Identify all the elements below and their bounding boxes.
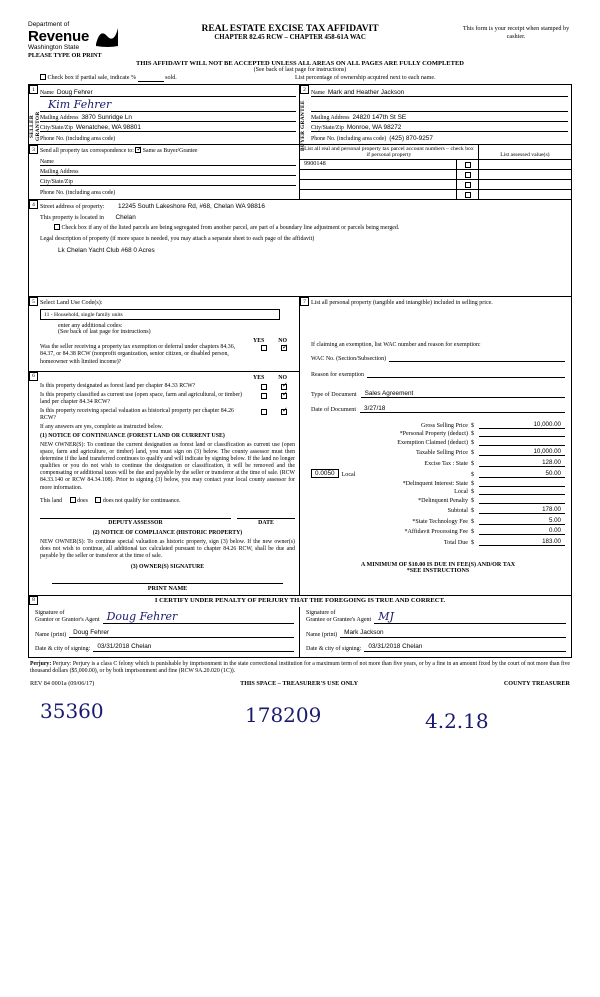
dollar-sign-1: $	[471, 431, 475, 438]
section6-question-2	[40, 392, 295, 406]
corr-name-line	[40, 156, 296, 166]
property-row	[29, 199, 571, 296]
dollar-sign-10: $	[471, 518, 475, 525]
stamp-receipt-number: 35360	[40, 699, 104, 724]
street-address-value[interactable]: 12245 South Lakeshore Rd, #68, Chelan WA 98816	[118, 203, 265, 211]
delinquent-penalty-row	[311, 498, 565, 504]
grantee-signature-line	[306, 610, 566, 624]
wac-line	[311, 354, 565, 362]
section6-no-label: NO	[278, 374, 287, 381]
buyer-name-label: Name	[311, 89, 325, 96]
parcel-number-0[interactable]: 9900148	[300, 159, 457, 169]
grantee-signature-label: Signature of Grantee or Grantee's Agent	[306, 610, 372, 623]
right-column	[300, 297, 571, 595]
seller-name-label: Name	[40, 89, 54, 96]
seller-phone-label: Phone No. (including area code)	[40, 135, 116, 142]
grantee-date-line	[306, 643, 566, 652]
dollar-sign-7: $	[471, 489, 475, 496]
delinquent-penalty-label: *Delinquent Penalty	[418, 497, 468, 504]
total-due-row	[311, 538, 565, 546]
property-block	[29, 200, 571, 296]
gross-selling-price-label: Gross Selling Price	[420, 422, 468, 429]
partial-sale-row	[0, 73, 600, 84]
section-6-number: 6	[29, 372, 38, 381]
landuse-q1-no-checkbox[interactable]	[281, 345, 287, 351]
assessor-labels	[40, 520, 295, 526]
excise-tax-state-value[interactable]: 128.00	[479, 459, 565, 467]
assessed-value-3[interactable]	[479, 189, 571, 199]
grantor-signature-label: Signature of Grantor or Grantor's Agent	[35, 610, 100, 623]
corr-mailing-line	[40, 166, 296, 176]
qualify-label: qualify for continuance.	[124, 497, 181, 504]
section6-q1-yes-checkbox[interactable]	[261, 384, 267, 390]
landuse-title: Select Land Use Code(s):	[40, 300, 103, 307]
grantee-signature-value[interactable]: MJ	[374, 610, 566, 624]
state-technology-fee-value[interactable]: 5.00	[479, 517, 565, 525]
local-rate-value[interactable]: 0.0050	[311, 469, 339, 478]
form-body	[28, 84, 572, 658]
reason-line	[311, 370, 565, 378]
parcel-head-label: List all real and personal property tax parcel account numbers – check box if personal property	[304, 146, 474, 159]
parcel-personal-checkbox-2[interactable]	[457, 179, 479, 189]
corr-mailing-label: Mailing Address	[40, 168, 79, 175]
section-8-number: 8	[29, 596, 38, 605]
total-due-label: Total Due	[443, 539, 468, 546]
perjury-note	[0, 658, 600, 678]
type-print-label: PLEASE TYPE OR PRINT	[28, 52, 102, 60]
personal-property-deduct-label: *Personal Property (deduct)	[399, 431, 468, 438]
seller-handwritten-name: Kim Fehrer	[48, 97, 112, 111]
minimum-due-note: A MINIMUM OF $10.00 IS DUE IN FEE(S) AND/OR TAX	[360, 561, 516, 568]
county-treasurer-label: COUNTY TREASURER	[503, 680, 570, 688]
doc-type-label: Type of Document	[311, 391, 357, 398]
landuse-question-1	[40, 344, 295, 365]
buyer-name-line	[311, 87, 568, 97]
state-label: Washington State	[28, 43, 80, 51]
partial-sale-label: Check box if partial sale, indicate %	[47, 75, 137, 82]
owner-signature-heading: (3) OWNER(S) SIGNATURE	[130, 563, 205, 570]
state-technology-fee-label: *State Technology Fee	[412, 518, 468, 525]
grantor-name-label: Name (print)	[35, 631, 67, 638]
grantee-name-value[interactable]: Mark Jackson	[340, 629, 566, 638]
same-as-buyer-label: Same as Buyer/Grantee	[142, 148, 198, 155]
buyer-city-value[interactable]: Monroe, WA 98272	[346, 123, 402, 131]
parcel-row-1	[300, 169, 571, 179]
section6-question-3	[40, 408, 295, 422]
does-label: does	[77, 497, 88, 504]
deputy-assessor-line[interactable]	[40, 510, 231, 519]
grantor-signature-value[interactable]: Doug Fehrer	[103, 610, 294, 624]
seller-mailing-label: Mailing Address	[40, 114, 79, 121]
receipt-note: This form is your receipt when stamped by cashier.	[462, 25, 570, 40]
dollar-sign-9: $	[471, 508, 475, 515]
grantor-date-label: Date & city of signing:	[35, 645, 91, 652]
perjury-label: Perjury:	[30, 660, 52, 667]
section6-q1-no-checkbox[interactable]	[281, 384, 287, 390]
affidavit-processing-fee-value[interactable]: 0.00	[479, 527, 565, 535]
print-name-label: PRINT NAME	[147, 584, 188, 592]
grantee-name-label: Name (print)	[306, 631, 338, 638]
dollar-sign-12: $	[471, 539, 475, 546]
this-land-label: This land	[40, 497, 63, 504]
located-in-value[interactable]: Chelan	[115, 214, 136, 222]
delinquent-interest-state-value[interactable]	[479, 486, 565, 487]
section6-yn-head	[40, 375, 295, 381]
certify-block	[29, 596, 571, 657]
section-2-number: 2	[300, 85, 309, 94]
parcel-number-1[interactable]	[300, 169, 457, 179]
delinquent-interest-state-label: *Delinquent Interest: State	[402, 480, 468, 487]
seller-name-line	[40, 87, 296, 97]
dollar-sign-2: $	[471, 439, 475, 446]
parcel-number-2[interactable]	[300, 179, 457, 189]
form-revision: REV 84 0001a (09/06/17)	[30, 680, 95, 688]
footer-row	[0, 678, 600, 687]
deputy-assessor-label: DEPUTY ASSESSOR	[108, 519, 163, 526]
assessed-value-0[interactable]	[479, 159, 571, 169]
certify-title: I CERTIFY UNDER PENALTY OF PERJURY THAT THE FOREGOING IS TRUE AND CORRECT.	[154, 596, 446, 604]
delinquent-interest-local-value[interactable]	[479, 494, 565, 495]
continuance-heading: (1) NOTICE OF CONTINUANCE (FOREST LAND OR CURRENT USE)	[40, 433, 225, 440]
buyer-phone-label: Phone No. (including area code)	[311, 135, 387, 142]
continuance-qualify-row	[40, 497, 295, 504]
exemption-claimed-row	[311, 440, 565, 446]
compliance-paragraph: NEW OWNER(S): To continue special valuation as historic property, sign (3) below. If the new owner(s) does not wish to continue, all additional tax calculated pursuant to chapter 84.26 RCW, shall be due and payable by the seller or transferor at the time of sale.	[40, 538, 295, 559]
assessed-head-label: List assessed value(s)	[500, 152, 550, 159]
legal-description-value[interactable]: Lk Chelan Yacht Club #68 0 Acres	[58, 247, 155, 255]
main-lower-row	[29, 296, 571, 595]
located-in-label: This property is located in	[40, 215, 104, 222]
section6-q2-no-checkbox[interactable]	[281, 393, 287, 399]
treasurer-stamps	[0, 687, 600, 747]
seller-signature-line	[40, 97, 296, 112]
assessor-date-label: DATE	[258, 519, 274, 526]
section-5-number: 5	[29, 297, 38, 306]
dollar-sign-6: $	[471, 480, 475, 487]
send-correspondence-label: Send all property tax correspondence to:	[40, 148, 134, 155]
parcel-personal-checkbox-1[interactable]	[457, 169, 479, 179]
assessor-signature-lines	[40, 510, 295, 519]
section6-q3-no-checkbox[interactable]	[281, 409, 287, 415]
see-instructions-note: *SEE INSTRUCTIONS	[406, 567, 470, 574]
does-not-qualify-checkbox[interactable]	[95, 497, 101, 503]
grantee-date-label: Date & city of signing:	[306, 645, 362, 652]
total-due-value[interactable]: 183.00	[479, 538, 565, 546]
doc-type-line	[311, 390, 565, 398]
exemption-claimed-label: Exemption Claimed (deduct)	[397, 439, 468, 446]
form-title-block	[120, 24, 460, 41]
agency-logo	[28, 22, 120, 51]
doc-date-value[interactable]: 3/27/18	[360, 405, 565, 413]
dollar-sign-8: $	[471, 497, 475, 504]
seller-name-value[interactable]: Doug Fehrer	[56, 88, 93, 96]
assessed-value-2[interactable]	[479, 179, 571, 189]
corr-name-label: Name	[40, 158, 54, 165]
buyer-name-value[interactable]: Mark and Heather Jackson	[327, 88, 405, 96]
partial-sale-checkbox[interactable]	[40, 74, 46, 80]
section6-ifyes-note: If any answers are yes, complete as instructed below.	[40, 424, 163, 430]
personal-property-label: List all personal property (tangible and intangible) included in selling price.	[311, 300, 493, 307]
buyer-blank-line	[311, 97, 568, 112]
landuse-q1-text: Was the seller receiving a property tax exemption or deferral under chapters 84.36, 84.37, or 84.38 RCW (nonprofit organization, senior citizen, or disabled person, homeowner with limited income)?	[40, 344, 236, 365]
affidavit-warning: THIS AFFIDAVIT WILL NOT BE ACCEPTED UNLESS ALL AREAS ON ALL PAGES ARE FULLY COMPLETED	[136, 60, 464, 68]
dollar-sign-0: $	[471, 422, 475, 429]
buyer-mailing-label: Mailing Address	[311, 114, 350, 121]
exemption-claimed-value[interactable]	[479, 445, 565, 446]
corr-phone-line	[40, 186, 296, 196]
excise-tax-state-row	[311, 459, 565, 467]
buyer-vertical-label: BUYER GRANTEE	[300, 100, 306, 152]
seller-vertical-label: SELLER GRANTOR	[29, 111, 41, 142]
buyer-mailing-value[interactable]: 24820 147th St SE	[352, 113, 407, 121]
parcel-row-3	[300, 189, 571, 199]
parcel-block	[300, 145, 571, 199]
state-technology-fee-row	[311, 517, 565, 525]
corr-city-label: City/State/Zip	[40, 178, 73, 185]
stamp-affidavit-number: 178209	[245, 703, 322, 728]
buyer-city-line	[311, 122, 568, 132]
grantor-date-line	[35, 643, 294, 652]
left-column	[29, 297, 300, 595]
grantor-signature-line	[35, 610, 294, 624]
grantor-date-value[interactable]: 03/31/2018 Chelan	[93, 643, 294, 652]
segregation-checkbox[interactable]	[54, 224, 60, 230]
certify-row	[29, 595, 571, 657]
perjury-text: Perjury: Perjury is a class C felony which is punishable by imprisonment in the state correctional institution for a maximum term of not more than five years, or by a fine in an amount fixed by the court of not more than five thousand dollars ($5,000.00), or by both imprisonment and fine (RCW 9A.20.020 (1C)).	[30, 660, 570, 675]
continuance-paragraph: NEW OWNER(S): To continue the current designation as forest land or classification as current use (open space, farm and agriculture, or timber) land, you must sign on (3) below. The county assessor must then determine if the land transferred continues to qualify and will indicate by signing below. If the land no longer qualifies or you do not wish to continue the designation or classification, it will be removed and the compensating or additional taxes will be due and payable by the seller or transferor at the time of sale. (RCW 84.33.140 or RCW 84.34.108). Prior to signing (3) below, you may contact your local county assessor for more information.	[40, 442, 295, 491]
personal-property-deduct-row	[311, 431, 565, 437]
buyer-phone-value[interactable]: (425) 870-9257	[389, 134, 433, 142]
landuse-instructions: (See back of last page for instructions)	[58, 329, 151, 336]
delinquent-interest-state-row	[311, 481, 565, 487]
subtotal-label: Subtotal	[447, 508, 468, 515]
owner-signature-line[interactable]	[52, 573, 283, 584]
gross-selling-price-row	[311, 421, 565, 429]
landuse-no-label: NO	[278, 338, 287, 345]
legal-description-label: Legal description of property (if more space is needed, you may attach a separate sheet to each page of the affidavit)	[40, 236, 315, 243]
grantee-date-value[interactable]: 03/31/2018 Chelan	[364, 643, 566, 652]
wac-value[interactable]	[389, 354, 565, 362]
does-not-label: does not	[102, 497, 123, 504]
department-label: Department of	[28, 21, 70, 28]
form-subtitle: CHAPTER 82.45 RCW – CHAPTER 458-61A WAC	[214, 34, 366, 41]
section6-q2-yes-checkbox[interactable]	[261, 393, 267, 399]
section-7-number: 7	[300, 297, 309, 306]
local-label: Local	[341, 472, 356, 479]
doc-type-value[interactable]: Sales Agreement	[361, 390, 565, 398]
partial-sold-label: sold.	[165, 75, 177, 82]
buyer-block	[300, 85, 571, 152]
section-5-block	[29, 297, 299, 371]
affidavit-processing-fee-row	[311, 527, 565, 535]
section6-question-1	[40, 383, 295, 390]
corr-phone-label: Phone No. (including area code)	[40, 189, 116, 196]
buyer-mailing-line	[311, 112, 568, 122]
doc-date-label: Date of Document	[311, 406, 357, 413]
section-7-block	[300, 297, 571, 577]
stamp-date: 4.2.18	[425, 709, 489, 734]
partial-sale-left	[40, 74, 295, 82]
page-header	[0, 0, 600, 51]
section-1-number: 1	[29, 85, 38, 94]
ownership-note: List percentage of ownership acquired next to each name.	[295, 75, 436, 82]
parcel-row-0	[300, 159, 571, 169]
section6-q3-yes-checkbox[interactable]	[261, 409, 267, 415]
grantee-name-line	[306, 629, 566, 638]
state-seal-icon	[94, 24, 120, 50]
landuse-code-select[interactable]: 11 - Household, single family units	[40, 309, 280, 320]
revenue-label: Revenue	[28, 27, 90, 45]
seller-phone-line	[40, 132, 296, 142]
certify-columns	[29, 607, 571, 657]
seller-city-line	[40, 122, 296, 132]
delinquent-interest-local-label: Local	[454, 489, 468, 496]
section-6-block	[29, 372, 299, 595]
parcel-personal-checkbox-3[interactable]	[457, 189, 479, 199]
seller-block	[29, 85, 300, 144]
does-qualify-checkbox[interactable]	[70, 497, 76, 503]
section6-yes-label: YES	[253, 374, 265, 381]
section-3-number: 3	[29, 145, 38, 154]
seller-city-value[interactable]: Wenatchee, WA 98801	[75, 123, 141, 131]
section6-q1-text: Is this property designated as forest land per chapter 84.33 RCW?	[40, 382, 196, 389]
buyer-city-label: City/State/Zip	[311, 124, 344, 131]
street-address-label: Street address of property:	[40, 204, 105, 211]
section6-q2-text: Is this property classified as current use (open space, farm and agricultural, or timber) land per chapter 84.34 RCW?	[40, 391, 243, 405]
exemption-label: If claiming an exemption, list WAC number and reason for exemption:	[311, 341, 481, 348]
section-4-number: 4	[29, 200, 38, 209]
segregation-note: Check box if any of the listed parcels are being segregated from another parcel, are part of a boundary line adjustment or parcels being merged.	[61, 225, 400, 232]
doc-date-line	[311, 405, 565, 413]
treasurer-space-label: THIS SPACE – TREASURER'S USE ONLY	[240, 680, 359, 688]
see-back-note: (See back of last page for instructions)	[253, 67, 347, 74]
grantor-name-value[interactable]: Doug Fehrer	[69, 629, 294, 638]
grantor-name-line	[35, 629, 294, 638]
affidavit-processing-fee-label: *Affidavit Processing Fee	[404, 529, 468, 536]
taxable-selling-price-label: Taxable Selling Price	[415, 450, 468, 457]
seller-mailing-line	[40, 112, 296, 122]
buyer-phone-line	[311, 132, 568, 142]
form-title: REAL ESTATE EXCISE TAX AFFIDAVIT	[201, 24, 379, 34]
subtotal-value[interactable]: 178.00	[479, 506, 565, 514]
landuse-q1-yes-checkbox[interactable]	[261, 345, 267, 351]
parcel-numbers-col	[300, 145, 479, 159]
wac-label: WAC No. (Section/Subsection)	[311, 355, 387, 362]
excise-tax-state-label: Excise Tax : State	[424, 460, 468, 467]
grantor-sign-col	[29, 607, 300, 657]
landuse-yes-label: YES	[253, 338, 265, 345]
assessed-col	[479, 145, 571, 159]
reason-label: Reason for exemption	[311, 371, 364, 378]
dollar-sign-3: $	[471, 450, 475, 457]
delinquent-penalty-value[interactable]	[479, 503, 565, 504]
parcel-row-2	[300, 179, 571, 189]
local-rate-row	[311, 469, 565, 478]
grantee-sign-col	[300, 607, 571, 657]
additional-codes-label: enter any additional codes:	[58, 323, 123, 330]
assessor-date-line[interactable]	[237, 510, 295, 519]
seller-mailing-value[interactable]: 3870 Sunridge Ln	[81, 113, 132, 121]
dollar-sign-4: $	[471, 460, 475, 467]
subtotal-row	[311, 506, 565, 514]
seller-city-label: City/State/Zip	[40, 124, 73, 131]
same-as-buyer-checkbox[interactable]	[135, 147, 141, 153]
assessed-value-1[interactable]	[479, 169, 571, 179]
correspondence-row	[29, 144, 571, 199]
parcel-number-3[interactable]	[300, 189, 457, 199]
dollar-sign-11: $	[471, 529, 475, 536]
section6-q3-text: Is this property receiving special valuation as historical property per chapter 84.26 RCW?	[40, 407, 234, 421]
compliance-heading: (2) NOTICE OF COMPLIANCE (HISTORIC PROPERTY)	[92, 529, 243, 536]
taxable-selling-price-row	[311, 448, 565, 456]
local-tax-value[interactable]: 50.00	[479, 470, 565, 478]
taxable-selling-price-value[interactable]: 10,000.00	[479, 448, 565, 456]
type-print-line	[0, 51, 600, 59]
gross-selling-price-value[interactable]: 10,000.00	[479, 421, 565, 429]
corr-city-line	[40, 176, 296, 186]
personal-property-deduct-value[interactable]	[479, 436, 565, 437]
delinquent-interest-local-row	[311, 489, 565, 495]
dollar-sign-5: $	[471, 472, 475, 479]
correspondence-block	[29, 145, 300, 199]
reason-value[interactable]	[367, 370, 565, 378]
parcel-personal-checkbox-0[interactable]	[457, 159, 479, 169]
